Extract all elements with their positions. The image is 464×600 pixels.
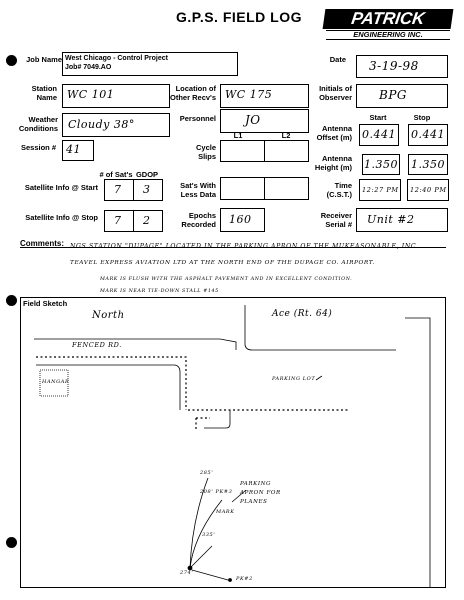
epochs-label: Epochs Recorded — [181, 211, 216, 229]
logo-text: PATRICK — [350, 9, 426, 28]
comment-line-1: NGS STATION "DUPAGE" LOCATED IN THE PARKING APRON OF THE MUKEASONABLE, INC. — [70, 243, 419, 250]
sats-stop-value: 7 — [114, 214, 122, 227]
fenced-road-edge — [36, 365, 180, 410]
cycle-slips-label: Cycle Slips — [195, 143, 216, 161]
sketch-distance-274: 274' — [180, 570, 194, 576]
offset-stop-value: 0.441 — [411, 128, 445, 141]
right-building-outline — [405, 318, 430, 588]
field-sketch-label: Field Sketch — [23, 299, 68, 308]
receiver-label: Receiver Serial # — [320, 211, 352, 229]
gdop-column-label: GDOP — [135, 170, 159, 179]
initials-label: Initials of Observer — [319, 84, 352, 102]
sketch-distance-335: 335' — [202, 532, 216, 538]
gdop-stop-value: 2 — [143, 214, 151, 227]
comments-label: Comments: — [20, 239, 65, 248]
sketch-parking-apron-label: PARKING APRON FOR PLANES — [240, 481, 281, 505]
station-name-label: Station Name — [31, 84, 57, 102]
personnel-label: Personnel — [179, 114, 216, 123]
time-start-value: 12:27 PM — [362, 186, 399, 194]
num-sats-column-label: # of Sat's — [99, 170, 133, 179]
personnel-value: JO — [245, 113, 261, 127]
north-road-outline — [34, 339, 236, 350]
lot-arrow — [316, 376, 322, 380]
antenna-offset-label: Antenna Offset (m) — [316, 124, 352, 142]
job-number-line2: Job# 7049.AO — [65, 64, 112, 71]
job-name-label: Job Name — [26, 55, 62, 64]
weather-value: Cloudy 38° — [68, 118, 135, 131]
sats-start-value: 7 — [114, 183, 122, 196]
height-stop-value: 1.350 — [411, 158, 445, 171]
sketch-north-label: North — [92, 310, 125, 321]
sketch-distance-208: 208' PK#3 — [200, 489, 233, 495]
station-name-value: WC 101 — [67, 88, 115, 101]
page-title: G.P.S. FIELD LOG — [176, 9, 302, 25]
job-name-line1: West Chicago - Control Project — [65, 55, 168, 62]
sat-info-start-label: Satellite Info @ Start — [24, 183, 98, 192]
receiver-value: Unit #2 — [367, 213, 415, 226]
location-other-label: Location of Other Recv's — [170, 84, 216, 102]
weather-label: Weather Conditions — [18, 115, 58, 133]
stop-column-label: Stop — [413, 113, 431, 122]
gdop-start-value: 3 — [143, 183, 151, 196]
comment-line-3: MARK IS FLUSH WITH THE ASPHALT PAVEMENT AND IN EXCELLENT CONDITION. — [100, 277, 353, 282]
tie-line-4 — [192, 570, 228, 580]
l1-column-label: L1 — [233, 131, 243, 140]
comment-line-4: MARK IS NEAR TIE-DOWN STALL #145 — [100, 289, 219, 294]
parking-lot-edge — [204, 410, 230, 428]
epochs-value: 160 — [229, 213, 252, 226]
sats-less-data-label: Sat's With Less Data — [180, 181, 216, 199]
logo-subtitle: ENGINEERING INC. — [326, 30, 450, 40]
date-value: 3-19-98 — [369, 59, 419, 73]
tie-line-3 — [190, 546, 212, 568]
location-other-value: WC 175 — [225, 88, 273, 101]
sat-info-stop-label: Satellite Info @ Stop — [25, 213, 98, 222]
antenna-height-label: Antenna Height (m) — [314, 154, 352, 172]
sketch-distance-285: 285' — [200, 470, 214, 476]
sketch-pk-label: PK#2 — [236, 576, 253, 582]
time-label: Time (C.S.T.) — [326, 181, 352, 199]
height-start-value: 1.350 — [364, 158, 398, 171]
l2-column-label: L2 — [281, 131, 291, 140]
sketch-hangar-label: HANGAR — [42, 379, 70, 385]
session-label: Session # — [20, 143, 56, 152]
sketch-road-label: Ace (Rt. 64) — [272, 309, 333, 319]
initials-value: BPG — [379, 88, 407, 102]
sketch-fenced-road-label: FENCED RD. — [72, 341, 122, 349]
start-column-label: Start — [369, 113, 387, 122]
time-stop-value: 12:40 PM — [410, 186, 447, 194]
date-label: Date — [329, 55, 346, 64]
pk-point — [229, 579, 232, 582]
sketch-parking-lot-label: PARKING LOT — [272, 376, 316, 382]
session-value: 41 — [66, 143, 81, 156]
comment-line-2: TEAVEL EXPRESS AVIATION LTD AT THE NORTH END OF THE DUPAGE CO. AIRPORT. — [70, 260, 375, 266]
sketch-mark-label: MARK — [216, 509, 235, 515]
offset-start-value: 0.441 — [362, 128, 396, 141]
